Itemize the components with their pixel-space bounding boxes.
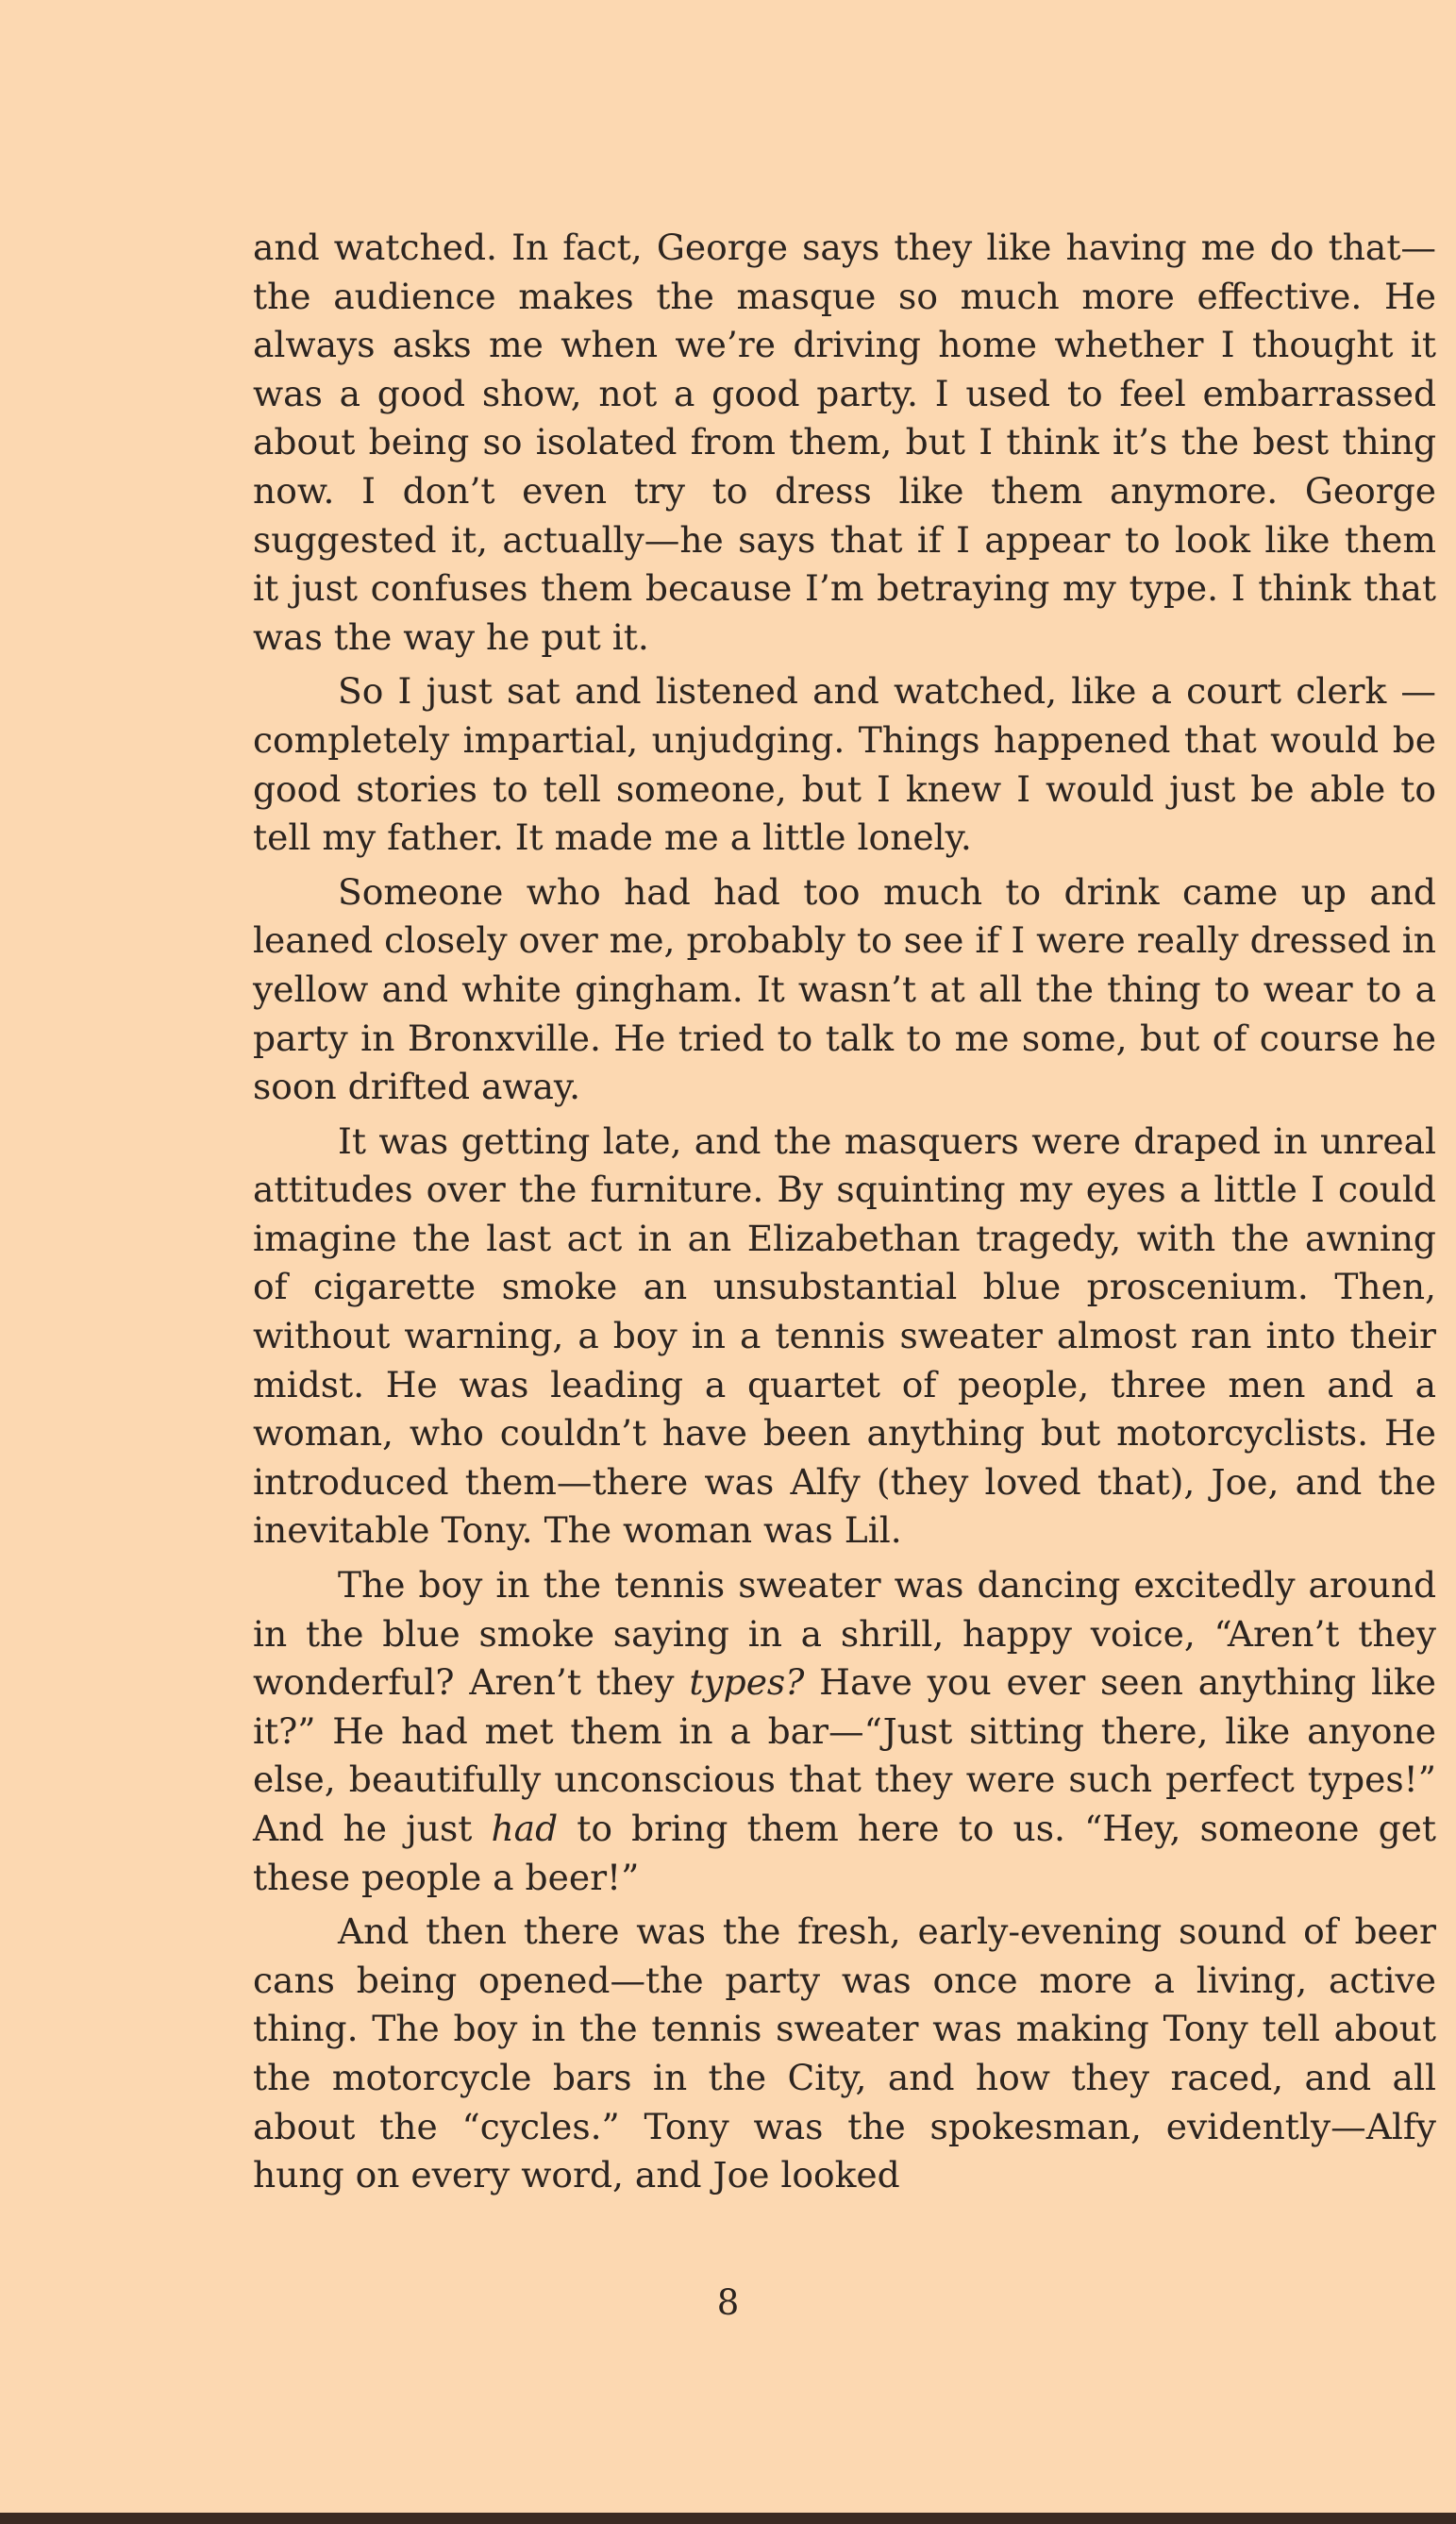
body-text — [253, 224, 1436, 2200]
paragraph-6: And then there was the fresh, early-evening sound of beer cans being opened—the party was once more a living, active thing. The boy in the tennis sweater was making Tony tell about the motorcycle bars in the City, and how they raced, and all about the “cycles.” Tony was the spokesman, evidently—Alfy hung on every word, and Joe looked — [253, 1910, 1436, 2196]
page-number: 8 — [716, 2282, 740, 2323]
paragraph-5-italic-types: types? — [689, 1661, 805, 1704]
paragraph-3: Someone who had had too much to drink came up and leaned closely over me, probably to see if I were really dressed in yellow and white gingham. It wasn’t at all the thing to wear to a party in Bronxville. He tried to talk to me some, but of course he soon drifted away. — [253, 870, 1436, 1108]
paragraph-5-text-c: to bring them here to us. “Hey, someone get these people a beer!” — [253, 1808, 1436, 1898]
paragraph-5-italic-had: had — [491, 1808, 559, 1849]
paragraph-5-text-b: Have you ever seen anything like it?” He had met them in a bar—“Just sitting there, like anyone else, beautifully unconscious that they were such perfect types!” And he just — [253, 1661, 1437, 1849]
page-bottom-edge — [0, 2513, 1456, 2524]
paragraph-4: It was getting late, and the masquers were draped in unreal attitudes over the furniture. By squinting my eyes a little I could imagine the last act in an Elizabethan tragedy, with the awning of cigarette smoke an unsubstantial blue proscenium. Then, without warning, a boy in a tennis sweater almost ran into their midst. He was leading a quartet of people, three men and a woman, who couldn’t have been anything but motorcyclists. He introduced them—there was Alfy (they loved that), Joe, and the inevitable Tony. The woman was Lil. — [253, 1119, 1436, 1552]
paragraph-5 — [253, 1561, 1436, 1902]
paragraph-5-text-a: The boy in the tennis sweater was dancing excitedly around in the blue smoke saying in a shrill, happy voice, “Aren’t they wonderful? Aren’t they — [253, 1564, 1436, 1704]
paragraph-2: So I just sat and listened and watched, like a court clerk —completely impartial, unjudging. Things happened that would be good stories to tell someone, but I knew I would just be able to tell my father. It made me a little lonely. — [253, 670, 1436, 859]
paragraph-1: and watched. In fact, George says they like having me do that—the audience makes the masque so much more effective. He always asks me when we’re driving home whether I thought it was a good show, not a good party. I used to feel embarrassed about being so isolated from them, but I think it’s the best thing now. I don’t even try to dress like them anymore. George suggested it, actually—he says that if I appear to look like them it just confuses them because I’m betraying my type. I think that was the way he put it. — [253, 227, 1436, 658]
